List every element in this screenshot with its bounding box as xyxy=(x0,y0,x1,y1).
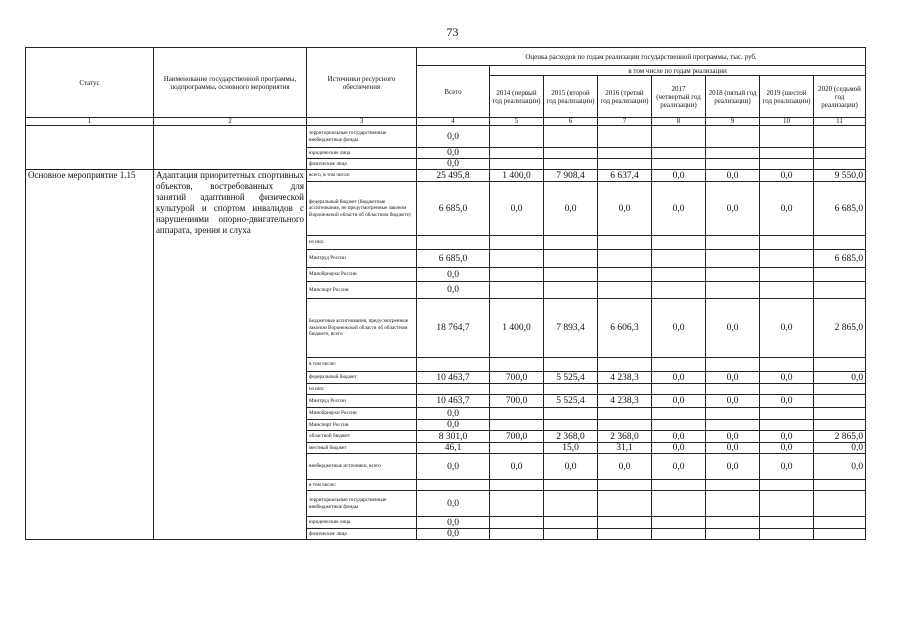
year-value-cell xyxy=(760,517,814,529)
column-number: 1 xyxy=(26,118,154,126)
year-value-cell xyxy=(652,268,706,282)
column-number: 6 xyxy=(544,118,598,126)
total-cell: 6 685,0 xyxy=(417,182,490,236)
year-value-cell xyxy=(490,529,544,540)
year-value-cell xyxy=(544,236,598,250)
year-value-cell: 6 606,3 xyxy=(598,299,652,358)
year-value-cell xyxy=(706,236,760,250)
year-value-cell xyxy=(760,148,814,159)
year-value-cell: 6 685,0 xyxy=(814,250,866,268)
total-cell: 0,0 xyxy=(417,268,490,282)
column-number: 7 xyxy=(598,118,652,126)
year-value-cell xyxy=(814,420,866,431)
year-value-cell xyxy=(814,395,866,408)
year-value-cell xyxy=(598,236,652,250)
year-value-cell: 0,0 xyxy=(814,372,866,384)
year-value-cell: 0,0 xyxy=(598,454,652,480)
header-year: 2017 (четвертый год реализации) xyxy=(652,76,706,118)
total-cell: 0,0 xyxy=(417,126,490,148)
year-value-cell xyxy=(706,126,760,148)
year-value-cell xyxy=(652,236,706,250)
year-value-cell: 0,0 xyxy=(706,299,760,358)
total-cell: 10 463,7 xyxy=(417,395,490,408)
year-value-cell xyxy=(814,517,866,529)
year-value-cell: 0,0 xyxy=(706,372,760,384)
year-value-cell xyxy=(598,408,652,420)
year-value-cell xyxy=(598,282,652,299)
source-cell: всего, в том числе: xyxy=(307,170,417,182)
year-value-cell: 4 238,3 xyxy=(598,395,652,408)
year-value-cell: 0,0 xyxy=(544,454,598,480)
column-number: 3 xyxy=(307,118,417,126)
year-value-cell xyxy=(598,250,652,268)
source-cell: Минспорт России xyxy=(307,282,417,299)
year-value-cell xyxy=(706,517,760,529)
header-by-years: в том числе по годам реализации xyxy=(490,66,866,76)
total-cell: 25 495,8 xyxy=(417,170,490,182)
year-value-cell xyxy=(544,408,598,420)
column-number: 11 xyxy=(814,118,866,126)
year-value-cell xyxy=(652,126,706,148)
header-year: 2014 (первый год реализации) xyxy=(490,76,544,118)
year-value-cell xyxy=(760,250,814,268)
year-value-cell xyxy=(544,529,598,540)
year-value-cell xyxy=(490,282,544,299)
year-value-cell xyxy=(598,480,652,491)
year-value-cell: 0,0 xyxy=(760,443,814,454)
year-value-cell xyxy=(544,282,598,299)
activity-status: Основное мероприятие 1.15 xyxy=(26,170,154,540)
year-value-cell xyxy=(652,529,706,540)
source-cell: федеральный бюджет (бюджетные ассигнования, не предусмотренные законом Воронежской области об областном бюджете) xyxy=(307,182,417,236)
year-value-cell xyxy=(598,159,652,170)
year-value-cell: 0,0 xyxy=(598,182,652,236)
total-cell: 0,0 xyxy=(417,159,490,170)
year-value-cell xyxy=(598,358,652,372)
year-value-cell xyxy=(544,384,598,395)
year-value-cell xyxy=(598,491,652,517)
source-cell: внебюджетные источники, всего xyxy=(307,454,417,480)
total-cell: 0,0 xyxy=(417,148,490,159)
year-value-cell xyxy=(544,268,598,282)
year-value-cell xyxy=(544,148,598,159)
year-value-cell xyxy=(760,491,814,517)
year-value-cell: 0,0 xyxy=(760,431,814,443)
year-value-cell: 700,0 xyxy=(490,431,544,443)
year-value-cell: 0,0 xyxy=(760,170,814,182)
year-value-cell xyxy=(490,408,544,420)
source-cell: из них: xyxy=(307,384,417,395)
total-cell: 0,0 xyxy=(417,529,490,540)
year-value-cell: 31,1 xyxy=(598,443,652,454)
year-value-cell xyxy=(814,358,866,372)
year-value-cell xyxy=(814,148,866,159)
total-cell: 0,0 xyxy=(417,408,490,420)
year-value-cell xyxy=(760,282,814,299)
year-value-cell xyxy=(490,148,544,159)
column-number: 2 xyxy=(154,118,307,126)
header-source: Источники ресурсного обеспечения xyxy=(307,48,417,118)
year-value-cell: 0,0 xyxy=(760,182,814,236)
year-value-cell xyxy=(814,408,866,420)
column-number: 5 xyxy=(490,118,544,126)
column-number: 9 xyxy=(706,118,760,126)
total-cell: 0,0 xyxy=(417,282,490,299)
column-number: 8 xyxy=(652,118,706,126)
year-value-cell: 15,0 xyxy=(544,443,598,454)
source-cell: из них: xyxy=(307,236,417,250)
year-value-cell xyxy=(760,126,814,148)
year-value-cell: 0,0 xyxy=(652,182,706,236)
year-value-cell xyxy=(490,480,544,491)
header-year: 2016 (третий год реализации) xyxy=(598,76,652,118)
year-value-cell xyxy=(490,358,544,372)
total-cell xyxy=(417,384,490,395)
status-cell-empty xyxy=(26,126,154,170)
source-cell: юридические лица xyxy=(307,148,417,159)
year-value-cell xyxy=(490,517,544,529)
year-value-cell xyxy=(652,408,706,420)
year-value-cell: 1 400,0 xyxy=(490,299,544,358)
year-value-cell xyxy=(814,282,866,299)
year-value-cell: 0,0 xyxy=(652,372,706,384)
year-value-cell xyxy=(652,420,706,431)
year-value-cell: 5 525,4 xyxy=(544,372,598,384)
year-value-cell: 0,0 xyxy=(706,395,760,408)
header-year: 2019 (шестой год реализации) xyxy=(760,76,814,118)
year-value-cell: 0,0 xyxy=(490,454,544,480)
year-value-cell: 0,0 xyxy=(760,395,814,408)
year-value-cell xyxy=(814,384,866,395)
source-cell: Минобрнауки России xyxy=(307,268,417,282)
activity-name: Адаптация приоритетных спортивных объектов, востребованных для занятий адаптивной физической культурой и спортом инвалидов с нарушениями опорно-двигательного аппарата, зрения и слуха xyxy=(154,170,307,540)
year-value-cell: 6 685,0 xyxy=(814,182,866,236)
source-cell: в том числе: xyxy=(307,358,417,372)
year-value-cell xyxy=(814,159,866,170)
year-value-cell xyxy=(652,480,706,491)
source-cell: юридические лица xyxy=(307,517,417,529)
year-value-cell xyxy=(760,384,814,395)
year-value-cell xyxy=(652,491,706,517)
year-value-cell xyxy=(490,420,544,431)
year-value-cell xyxy=(760,236,814,250)
year-value-cell xyxy=(598,268,652,282)
year-value-cell xyxy=(652,282,706,299)
source-cell: территориальные государственные внебюджетные фонды xyxy=(307,491,417,517)
source-cell: местный бюджет xyxy=(307,443,417,454)
total-cell: 0,0 xyxy=(417,420,490,431)
year-value-cell xyxy=(598,148,652,159)
year-value-cell xyxy=(544,159,598,170)
year-value-cell xyxy=(706,250,760,268)
year-value-cell xyxy=(652,384,706,395)
year-value-cell xyxy=(490,384,544,395)
year-value-cell xyxy=(544,250,598,268)
year-value-cell xyxy=(490,268,544,282)
year-value-cell xyxy=(814,236,866,250)
table-row xyxy=(26,170,866,182)
year-value-cell: 0,0 xyxy=(652,454,706,480)
year-value-cell: 7 908,4 xyxy=(544,170,598,182)
year-value-cell xyxy=(544,480,598,491)
year-value-cell xyxy=(760,358,814,372)
year-value-cell xyxy=(544,491,598,517)
total-cell xyxy=(417,480,490,491)
header-status: Статус xyxy=(26,48,154,118)
year-value-cell xyxy=(652,358,706,372)
year-value-cell xyxy=(814,491,866,517)
year-value-cell xyxy=(706,358,760,372)
year-value-cell: 2 865,0 xyxy=(814,299,866,358)
year-value-cell: 0,0 xyxy=(706,170,760,182)
total-cell: 6 685,0 xyxy=(417,250,490,268)
header-name: Наименование государственной программы, подпрограммы, основного мероприятия xyxy=(154,48,307,118)
name-cell-empty xyxy=(154,126,307,170)
year-value-cell xyxy=(652,148,706,159)
year-value-cell: 0,0 xyxy=(814,443,866,454)
year-value-cell xyxy=(760,159,814,170)
source-cell: Бюджетные ассигнования, предусмотренные законом Воронежской области об областном бюджете, всего xyxy=(307,299,417,358)
year-value-cell xyxy=(490,126,544,148)
total-cell: 10 463,7 xyxy=(417,372,490,384)
year-value-cell xyxy=(598,384,652,395)
year-value-cell xyxy=(760,408,814,420)
year-value-cell xyxy=(760,480,814,491)
column-number: 10 xyxy=(760,118,814,126)
year-value-cell: 0,0 xyxy=(760,299,814,358)
year-value-cell xyxy=(706,384,760,395)
source-cell: федеральный бюджет xyxy=(307,372,417,384)
total-cell: 18 764,7 xyxy=(417,299,490,358)
year-value-cell xyxy=(544,517,598,529)
year-value-cell xyxy=(706,480,760,491)
year-value-cell xyxy=(706,408,760,420)
source-cell: Минтруд России xyxy=(307,395,417,408)
year-value-cell xyxy=(544,358,598,372)
year-value-cell xyxy=(598,517,652,529)
year-value-cell xyxy=(652,517,706,529)
year-value-cell xyxy=(706,529,760,540)
year-value-cell xyxy=(706,282,760,299)
year-value-cell xyxy=(706,268,760,282)
budget-table xyxy=(25,47,866,540)
year-value-cell: 0,0 xyxy=(760,372,814,384)
year-value-cell: 7 893,4 xyxy=(544,299,598,358)
total-cell xyxy=(417,236,490,250)
year-value-cell xyxy=(706,148,760,159)
year-value-cell xyxy=(598,420,652,431)
total-cell: 8 301,0 xyxy=(417,431,490,443)
year-value-cell xyxy=(706,159,760,170)
source-cell: физические лица xyxy=(307,529,417,540)
year-value-cell: 0,0 xyxy=(760,454,814,480)
source-cell: территориальные государственные внебюджетные фонды xyxy=(307,126,417,148)
source-cell: физические лица xyxy=(307,159,417,170)
header-total: Всего xyxy=(417,66,490,118)
column-number: 4 xyxy=(417,118,490,126)
year-value-cell: 6 637,4 xyxy=(598,170,652,182)
year-value-cell: 0,0 xyxy=(544,182,598,236)
year-value-cell xyxy=(814,480,866,491)
header-year: 2018 (пятый год реализации) xyxy=(706,76,760,118)
year-value-cell: 0,0 xyxy=(490,182,544,236)
year-value-cell xyxy=(706,491,760,517)
year-value-cell xyxy=(490,491,544,517)
year-value-cell: 700,0 xyxy=(490,395,544,408)
source-cell: Минтруд России xyxy=(307,250,417,268)
year-value-cell: 0,0 xyxy=(652,395,706,408)
year-value-cell: 0,0 xyxy=(652,170,706,182)
total-cell: 46,1 xyxy=(417,443,490,454)
year-value-cell xyxy=(544,126,598,148)
year-value-cell: 0,0 xyxy=(706,443,760,454)
year-value-cell xyxy=(490,443,544,454)
year-value-cell xyxy=(760,268,814,282)
year-value-cell: 0,0 xyxy=(706,182,760,236)
year-value-cell xyxy=(814,529,866,540)
year-value-cell: 0,0 xyxy=(706,431,760,443)
year-value-cell xyxy=(814,126,866,148)
year-value-cell: 2 865,0 xyxy=(814,431,866,443)
year-value-cell: 5 525,4 xyxy=(544,395,598,408)
year-value-cell xyxy=(490,250,544,268)
header-year: 2015 (второй год реализации) xyxy=(544,76,598,118)
year-value-cell xyxy=(490,236,544,250)
year-value-cell xyxy=(760,529,814,540)
year-value-cell: 700,0 xyxy=(490,372,544,384)
year-value-cell: 2 368,0 xyxy=(598,431,652,443)
year-value-cell: 9 550,0 xyxy=(814,170,866,182)
year-value-cell xyxy=(760,420,814,431)
total-cell: 0,0 xyxy=(417,517,490,529)
year-value-cell: 0,0 xyxy=(652,299,706,358)
year-value-cell: 1 400,0 xyxy=(490,170,544,182)
source-cell: областной бюджет xyxy=(307,431,417,443)
year-value-cell xyxy=(598,529,652,540)
page-number: 73 xyxy=(446,25,459,39)
year-value-cell xyxy=(814,268,866,282)
header-year: 2020 (седьмой год реализации) xyxy=(814,76,866,118)
year-value-cell: 0,0 xyxy=(814,454,866,480)
year-value-cell xyxy=(490,159,544,170)
table-row xyxy=(26,126,866,148)
source-cell: Минспорт России xyxy=(307,420,417,431)
year-value-cell: 4 238,3 xyxy=(598,372,652,384)
year-value-cell xyxy=(652,250,706,268)
total-cell: 0,0 xyxy=(417,454,490,480)
year-value-cell xyxy=(544,420,598,431)
header-estimate: Оценка расходов по годам реализации государственной программы, тыс. руб. xyxy=(417,48,866,66)
year-value-cell xyxy=(706,420,760,431)
total-cell: 0,0 xyxy=(417,491,490,517)
year-value-cell xyxy=(652,159,706,170)
year-value-cell: 0,0 xyxy=(652,443,706,454)
source-cell: Минобрнауки России xyxy=(307,408,417,420)
year-value-cell: 0,0 xyxy=(706,454,760,480)
year-value-cell: 2 368,0 xyxy=(544,431,598,443)
total-cell xyxy=(417,358,490,372)
year-value-cell xyxy=(598,126,652,148)
source-cell: в том числе: xyxy=(307,480,417,491)
year-value-cell: 0,0 xyxy=(652,431,706,443)
